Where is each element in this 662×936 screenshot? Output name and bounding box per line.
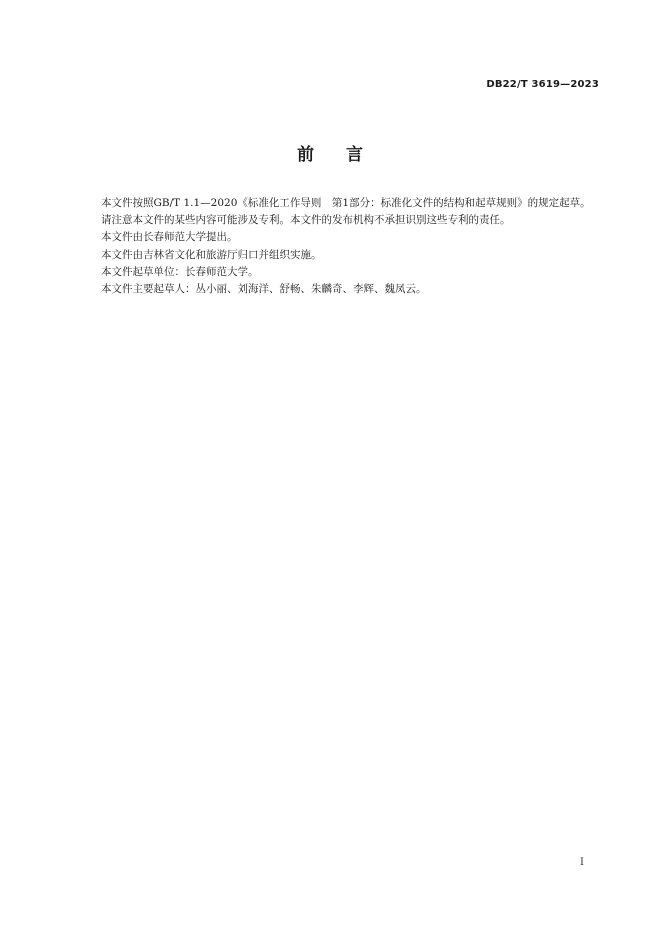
foreword-body (80, 195, 600, 298)
paragraph-patent-notice: 请注意本文件的某些内容可能涉及专利。本文件的发布机构不承担识别这些专利的责任。 (101, 214, 511, 227)
paragraph-drafting-basis: 本文件按照GB/T 1.1—2020《标准化工作导则 第1部分：标准化文件的结构和起草规则》的规定起草。 (101, 197, 591, 209)
paragraph-drafters: 本文件主要起草人：丛小丽、刘海洋、舒畅、朱麟奇、李辉、魏凤云。 (101, 283, 427, 296)
title-char-2: 言 (346, 145, 365, 165)
paragraph-administrator: 本文件由吉林省文化和旅游厅归口并组织实施。 (101, 248, 322, 261)
paragraph-proposer: 本文件由长春师范大学提出。 (101, 231, 238, 244)
paragraph-drafting-unit: 本文件起草单位：长春师范大学。 (101, 265, 259, 278)
page-title (0, 140, 662, 165)
document-code: DB22/T 3619—2023 (486, 79, 599, 90)
page-number: I (580, 857, 584, 868)
title-char-1: 前 (297, 145, 316, 165)
